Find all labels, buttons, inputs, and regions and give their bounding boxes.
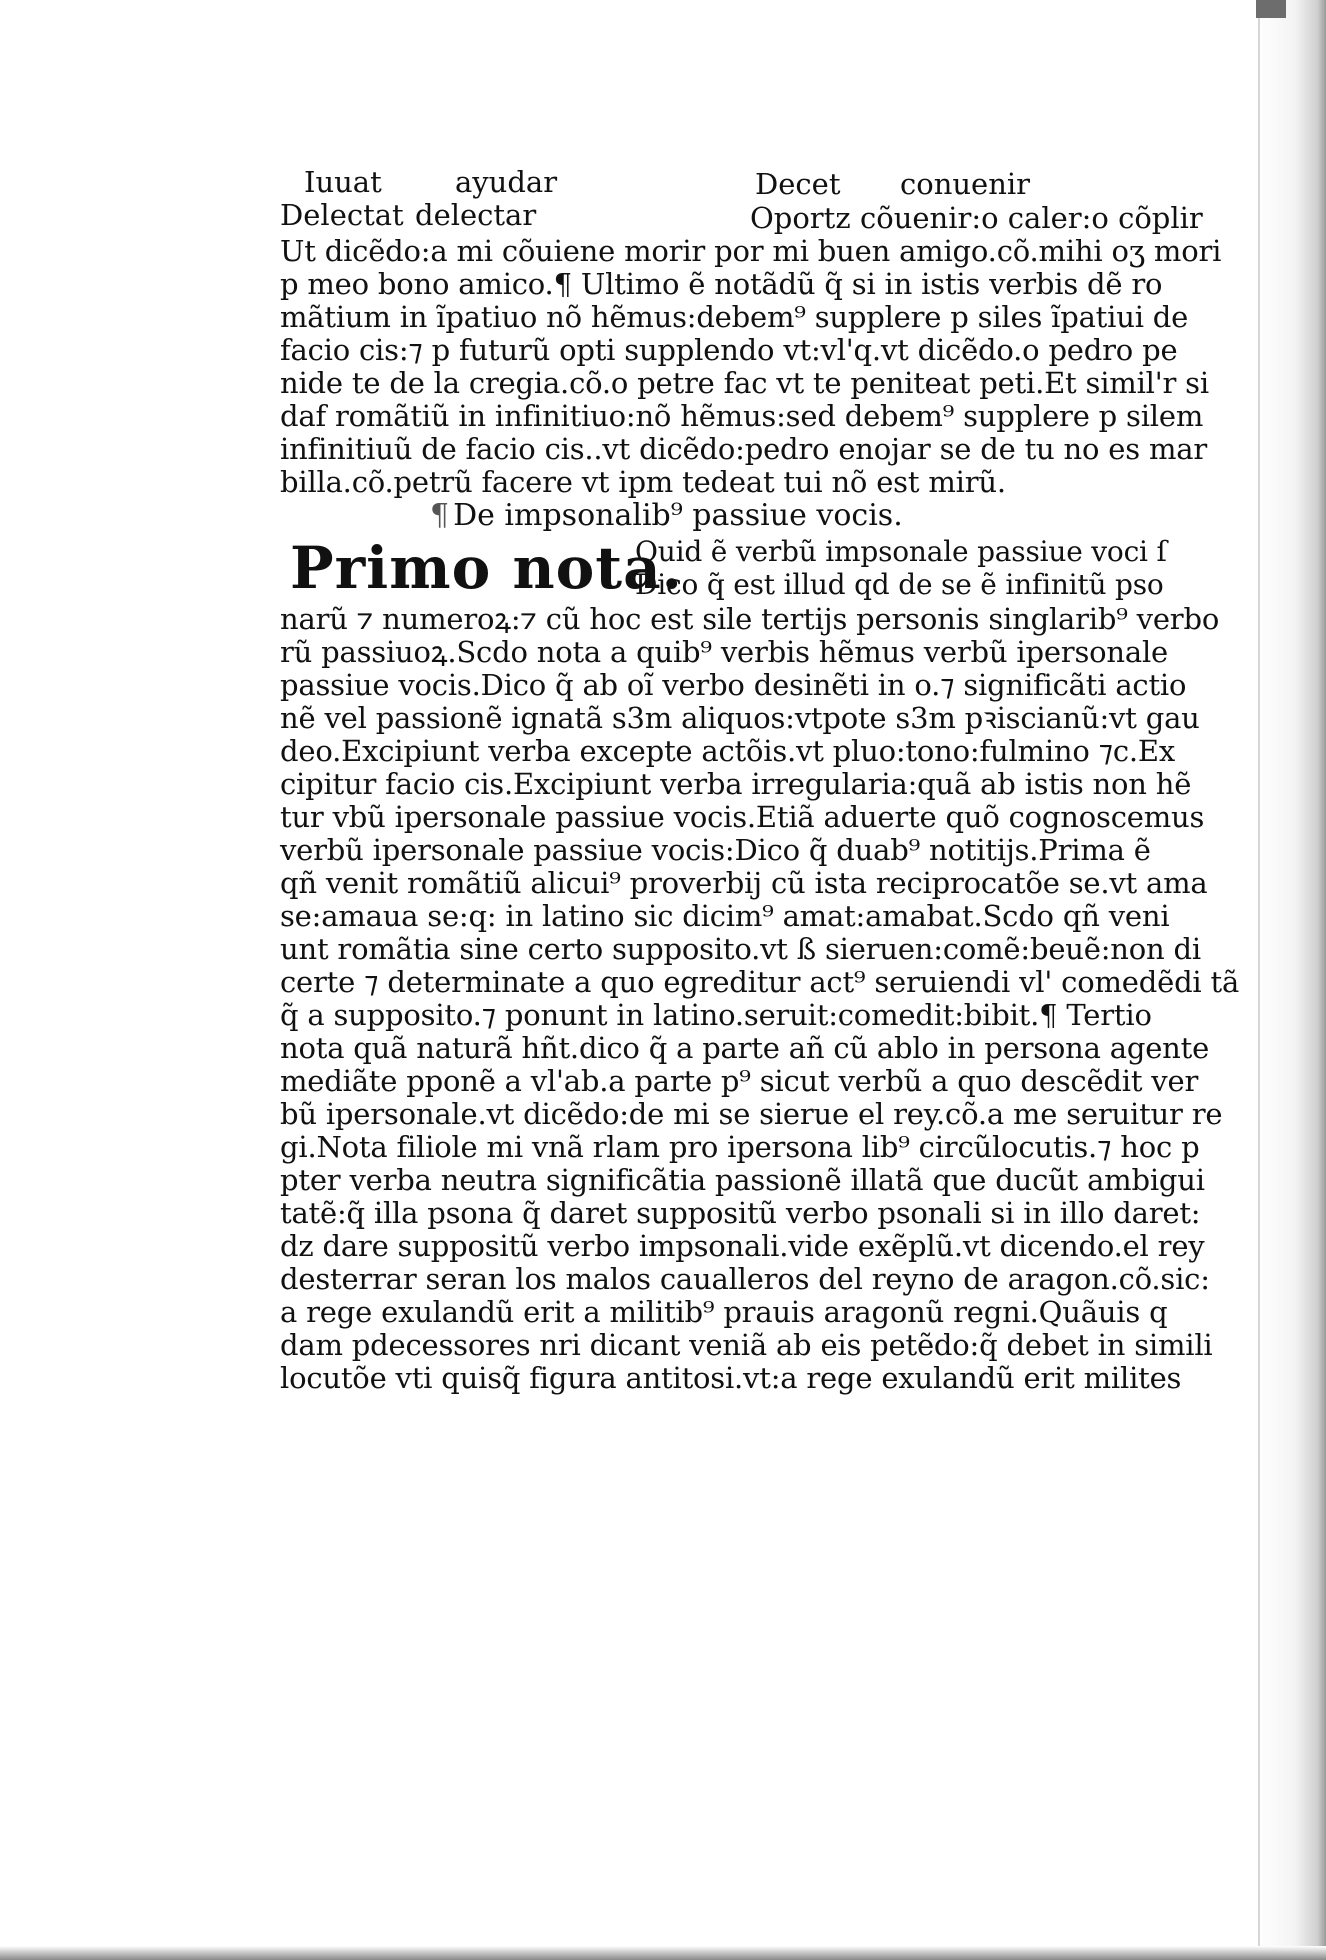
text-line: certe ⁊ determinate a quo egreditur act⁹ seruiendi vl' comedẽdi tã: [280, 965, 1240, 999]
text-block: [280, 165, 1240, 1395]
text-line: locutõe vti quisq̃ figura antitosi.vt:a rege exulandũ erit milites: [280, 1361, 1182, 1395]
section-heading: [280, 499, 1140, 535]
corner-mark: [1256, 0, 1286, 18]
text-line: deo.Excipiunt verba excepte actõis.vt pluo:tono:fulmino ⁊c.Ex: [280, 734, 1176, 768]
text-line: Quid ẽ verbũ impsonale passiue voci ſ: [635, 535, 1167, 568]
initial-row: [280, 534, 1167, 603]
text-line: gi.Nota filiole mi vnã rlam pro ipersona lib⁹ circũlocutis.⁊ hoc p: [280, 1130, 1200, 1164]
vocabulary-list: [280, 165, 1203, 235]
text-line: tur vbũ ipersonale passiue vocis.Etiã aduerte quõ cognoscemus: [280, 800, 1205, 834]
text-line: nẽ vel passionẽ ignatã s3m aliquos:vtpote s3m pꝛiscianũ:vt gau: [280, 701, 1200, 735]
text-line: se:amaua se:q: in latino sic dicim⁹ amat:amabat.Scdo qñ veni: [280, 899, 1170, 933]
page-edge-shadow: [1256, 0, 1326, 1960]
text-line: qñ venit romãtiũ alicui⁹ proverbij cũ ista reciprocatõe se.vt ama: [280, 866, 1208, 900]
vocab-latin: Iuuat: [304, 165, 382, 199]
vocab-latin: Delectat: [280, 198, 404, 232]
pilcrow-icon: ¶: [430, 498, 450, 533]
vocab-spanish: delectar: [415, 198, 537, 232]
text-line: Dico q̃ est illud qd de se ẽ infinitũ pso: [635, 568, 1164, 601]
text-line: verbũ ipersonale passiue vocis:Dico q̃ duab⁹ notitijs.Prima ẽ: [280, 833, 1151, 867]
vocab-latin: Decet: [755, 167, 841, 201]
text-line: narũ ⁊ numeroꝝ:⁊ cũ hoc est sile tertijs personis singlarib⁹ verbo: [280, 602, 1220, 636]
text-line: p meo bono amico.¶ Ultimo ẽ notãdũ q̃ si in istis verbis dẽ ro: [280, 267, 1163, 301]
text-line: dam pdecessores nri dicant veniã ab eis petẽdo:q̃ debet in simili: [280, 1328, 1213, 1362]
page-bottom-shadow: [0, 1946, 1326, 1960]
text-line: a rege exulandũ erit a militib⁹ prauis aragonũ regni.Quãuis q: [280, 1295, 1168, 1329]
text-line: dz dare suppositũ verbo impsonali.vide exẽplũ.vt dicendo.el rey: [280, 1229, 1205, 1263]
text-line: rũ passiuoꝝ.Scdo nota a quib⁹ verbis hẽmus verbũ ipersonale: [280, 635, 1168, 669]
page-edge-line: [1258, 0, 1260, 1960]
initial-right-lines: [635, 535, 1167, 601]
text-line: unt romãtia sine certo supposito.vt ß sieruen:comẽ:beuẽ:non di: [280, 932, 1201, 966]
vocab-spanish: cõuenir:o caler:o cõplir: [860, 201, 1203, 235]
text-line: desterrar seran los malos caualleros del reyno de aragon.cõ.sic:: [280, 1262, 1210, 1296]
text-line: q̃ a supposito.⁊ ponunt in latino.seruit:comedit:bibit.¶ Tertio: [280, 998, 1152, 1032]
vocab-spanish: ayudar: [455, 165, 558, 199]
text-line: tatẽ:q̃ illa psona q̃ daret suppositũ verbo psonali si in illo daret:: [280, 1196, 1201, 1230]
text-line: nota quã naturã hñt.dico q̃ a parte añ cũ ablo in persona agente: [280, 1031, 1210, 1065]
text-line: daf romãtiũ in infinitiuo:nõ hẽmus:sed debem⁹ supplere p silem: [280, 399, 1204, 433]
text-line: billa.cõ.petrũ facere vt ipm tedeat tui nõ est mirũ.: [280, 465, 1006, 499]
initial-word: Primo nota.: [290, 534, 683, 602]
text-line: cipitur facio cis.Excipiunt verba irregularia:quã ab istis non hẽ: [280, 767, 1192, 801]
text-line: nide te de la cregia.cõ.o petre fac vt te peniteat peti.Et simil'r si: [280, 366, 1209, 400]
heading-text: De impsonalib⁹ passiue vocis.: [453, 498, 903, 533]
text-line: pter verba neutra significãtia passionẽ illatã que ducũt ambigui: [280, 1163, 1205, 1197]
vocab-latin: Oportz: [750, 201, 851, 235]
paragraph-2: [280, 602, 1240, 1395]
text-line: facio cis:⁊ p futurũ opti supplendo vt:vl'q.vt dicẽdo.o pedro pe: [280, 333, 1178, 367]
text-line: mediãte pponẽ a vl'ab.a parte p⁹ sicut verbũ a quo descẽdit ver: [280, 1064, 1199, 1098]
text-line: Ut dicẽdo:a mi cõuiene morir por mi buen amigo.cõ.mihi oʒ mori: [280, 234, 1222, 268]
text-line: bũ ipersonale.vt dicẽdo:de mi se sierue el rey.cõ.a me seruitur re: [280, 1097, 1223, 1131]
text-line: passiue vocis.Dico q̃ ab oĩ verbo desinẽti in o.⁊ significãti actio: [280, 668, 1187, 702]
text-line: mãtium in ĩpatiuo nõ hẽmus:debem⁹ supplere p siles ĩpatiui de: [280, 300, 1189, 334]
text-line: infinitiuũ de facio cis..vt dicẽdo:pedro enojar se de tu no es mar: [280, 432, 1208, 466]
paragraph-1: [280, 234, 1222, 499]
vocab-spanish: conuenir: [900, 167, 1031, 201]
